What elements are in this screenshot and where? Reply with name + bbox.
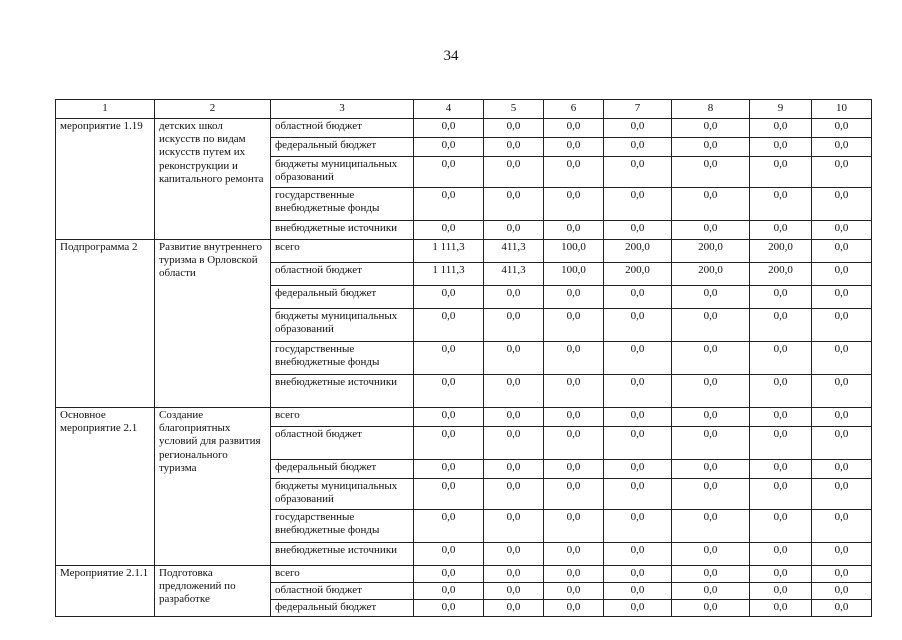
amount-cell: 0,0: [544, 188, 604, 221]
column-header: 5: [484, 100, 544, 119]
amount-cell: 0,0: [414, 427, 484, 460]
amount-cell: 0,0: [672, 510, 750, 543]
funding-source: внебюджетные источники: [271, 375, 414, 408]
amount-cell: 0,0: [812, 119, 872, 138]
amount-cell: 0,0: [484, 286, 544, 309]
amount-cell: 0,0: [604, 221, 672, 240]
amount-cell: 0,0: [604, 342, 672, 375]
amount-cell: 0,0: [484, 188, 544, 221]
column-header: 1: [56, 100, 155, 119]
amount-cell: 0,0: [812, 600, 872, 617]
column-header: 4: [414, 100, 484, 119]
amount-cell: 0,0: [750, 408, 812, 427]
amount-cell: 0,0: [750, 286, 812, 309]
amount-cell: 0,0: [672, 342, 750, 375]
amount-cell: 0,0: [750, 583, 812, 600]
amount-cell: 0,0: [414, 188, 484, 221]
amount-cell: 0,0: [812, 543, 872, 566]
amount-cell: 0,0: [414, 460, 484, 479]
amount-cell: 0,0: [812, 138, 872, 157]
amount-cell: 0,0: [414, 408, 484, 427]
amount-cell: 0,0: [544, 309, 604, 342]
amount-cell: 0,0: [672, 566, 750, 583]
amount-cell: 0,0: [750, 566, 812, 583]
amount-cell: 0,0: [544, 460, 604, 479]
funding-source: областной бюджет: [271, 263, 414, 286]
program-code: мероприятие 1.19: [56, 119, 155, 240]
amount-cell: 0,0: [672, 427, 750, 460]
amount-cell: 0,0: [812, 221, 872, 240]
amount-cell: 0,0: [544, 375, 604, 408]
column-header: 2: [155, 100, 271, 119]
table-row: [56, 566, 872, 583]
amount-cell: 0,0: [750, 375, 812, 408]
amount-cell: 100,0: [544, 240, 604, 263]
funding-source: всего: [271, 408, 414, 427]
amount-cell: 0,0: [672, 221, 750, 240]
column-header: 10: [812, 100, 872, 119]
amount-cell: 0,0: [604, 119, 672, 138]
amount-cell: 0,0: [414, 566, 484, 583]
funding-source: областной бюджет: [271, 427, 414, 460]
funding-source: бюджеты муниципальных образований: [271, 309, 414, 342]
amount-cell: 0,0: [672, 479, 750, 510]
amount-cell: 0,0: [414, 583, 484, 600]
funding-source: федеральный бюджет: [271, 600, 414, 617]
amount-cell: 0,0: [544, 427, 604, 460]
amount-cell: 0,0: [604, 375, 672, 408]
amount-cell: 0,0: [750, 479, 812, 510]
amount-cell: 0,0: [812, 375, 872, 408]
amount-cell: 0,0: [812, 427, 872, 460]
amount-cell: 0,0: [414, 543, 484, 566]
amount-cell: 0,0: [484, 479, 544, 510]
amount-cell: 0,0: [604, 138, 672, 157]
amount-cell: 0,0: [414, 286, 484, 309]
program-description: детских школ искусств по видам искусств путем их реконструкции и капитального ремонта: [155, 119, 271, 240]
funding-source: бюджеты муниципальных образований: [271, 479, 414, 510]
column-header: 9: [750, 100, 812, 119]
amount-cell: 0,0: [544, 583, 604, 600]
amount-cell: 0,0: [414, 157, 484, 188]
amount-cell: 0,0: [544, 119, 604, 138]
amount-cell: 0,0: [812, 309, 872, 342]
amount-cell: 0,0: [604, 460, 672, 479]
amount-cell: 0,0: [672, 583, 750, 600]
amount-cell: 0,0: [484, 408, 544, 427]
amount-cell: 0,0: [812, 286, 872, 309]
header-row: [56, 100, 872, 119]
amount-cell: 0,0: [484, 427, 544, 460]
amount-cell: 0,0: [672, 309, 750, 342]
amount-cell: 200,0: [604, 240, 672, 263]
amount-cell: 0,0: [414, 138, 484, 157]
amount-cell: 0,0: [604, 600, 672, 617]
amount-cell: 0,0: [672, 375, 750, 408]
program-description: Подготовка предложений по разработке: [155, 566, 271, 617]
amount-cell: 0,0: [484, 138, 544, 157]
funding-source: всего: [271, 566, 414, 583]
amount-cell: 0,0: [812, 188, 872, 221]
amount-cell: 0,0: [484, 119, 544, 138]
amount-cell: 0,0: [484, 600, 544, 617]
amount-cell: 0,0: [750, 460, 812, 479]
amount-cell: 0,0: [812, 157, 872, 188]
amount-cell: 0,0: [414, 375, 484, 408]
amount-cell: 100,0: [544, 263, 604, 286]
amount-cell: 0,0: [812, 566, 872, 583]
amount-cell: 0,0: [672, 138, 750, 157]
amount-cell: 0,0: [812, 408, 872, 427]
amount-cell: 0,0: [750, 157, 812, 188]
amount-cell: 200,0: [672, 263, 750, 286]
amount-cell: 0,0: [484, 342, 544, 375]
funding-source: внебюджетные источники: [271, 543, 414, 566]
amount-cell: 0,0: [750, 342, 812, 375]
amount-cell: 0,0: [812, 510, 872, 543]
amount-cell: 0,0: [544, 510, 604, 543]
program-description: Создание благоприятных условий для развития регионального туризма: [155, 408, 271, 566]
column-header: 8: [672, 100, 750, 119]
amount-cell: 0,0: [604, 157, 672, 188]
amount-cell: 0,0: [544, 600, 604, 617]
amount-cell: 0,0: [484, 566, 544, 583]
amount-cell: 0,0: [750, 138, 812, 157]
amount-cell: 0,0: [604, 309, 672, 342]
amount-cell: 0,0: [544, 138, 604, 157]
amount-cell: 0,0: [484, 221, 544, 240]
amount-cell: 0,0: [544, 566, 604, 583]
funding-source: всего: [271, 240, 414, 263]
amount-cell: 0,0: [604, 286, 672, 309]
amount-cell: 0,0: [750, 309, 812, 342]
amount-cell: 0,0: [484, 309, 544, 342]
amount-cell: 1 111,3: [414, 240, 484, 263]
amount-cell: 0,0: [544, 342, 604, 375]
funding-source: федеральный бюджет: [271, 460, 414, 479]
amount-cell: 0,0: [750, 427, 812, 460]
funding-source: областной бюджет: [271, 583, 414, 600]
amount-cell: 0,0: [672, 188, 750, 221]
amount-cell: 0,0: [750, 119, 812, 138]
amount-cell: 0,0: [672, 543, 750, 566]
amount-cell: 0,0: [544, 157, 604, 188]
amount-cell: 0,0: [750, 600, 812, 617]
page-number: 34: [443, 48, 459, 64]
amount-cell: 0,0: [544, 479, 604, 510]
amount-cell: 0,0: [672, 119, 750, 138]
amount-cell: 0,0: [484, 583, 544, 600]
funding-source: федеральный бюджет: [271, 138, 414, 157]
amount-cell: 0,0: [414, 479, 484, 510]
amount-cell: 0,0: [812, 583, 872, 600]
amount-cell: 0,0: [414, 510, 484, 543]
program-code: Мероприятие 2.1.1: [56, 566, 155, 617]
amount-cell: 0,0: [484, 375, 544, 408]
program-description: Развитие внутреннего туризма в Орловской области: [155, 240, 271, 408]
amount-cell: 0,0: [750, 188, 812, 221]
amount-cell: 0,0: [484, 543, 544, 566]
amount-cell: 0,0: [544, 543, 604, 566]
amount-cell: 0,0: [414, 309, 484, 342]
funding-source: государственные внебюджетные фонды: [271, 342, 414, 375]
amount-cell: 0,0: [604, 510, 672, 543]
amount-cell: 0,0: [544, 221, 604, 240]
amount-cell: 0,0: [672, 157, 750, 188]
amount-cell: 0,0: [414, 600, 484, 617]
table-row: [56, 408, 872, 427]
amount-cell: 411,3: [484, 263, 544, 286]
amount-cell: 0,0: [812, 342, 872, 375]
amount-cell: 0,0: [750, 221, 812, 240]
funding-source: областной бюджет: [271, 119, 414, 138]
amount-cell: 0,0: [414, 119, 484, 138]
amount-cell: 0,0: [812, 479, 872, 510]
amount-cell: 0,0: [484, 510, 544, 543]
amount-cell: 0,0: [414, 221, 484, 240]
amount-cell: 0,0: [672, 600, 750, 617]
table-row: [56, 240, 872, 263]
amount-cell: 0,0: [672, 408, 750, 427]
amount-cell: 0,0: [604, 427, 672, 460]
amount-cell: 1 111,3: [414, 263, 484, 286]
funding-source: государственные внебюджетные фонды: [271, 188, 414, 221]
program-code: Основное мероприятие 2.1: [56, 408, 155, 566]
amount-cell: 0,0: [604, 543, 672, 566]
column-header: 6: [544, 100, 604, 119]
table-row: [56, 119, 872, 138]
amount-cell: 0,0: [812, 240, 872, 263]
amount-cell: 0,0: [604, 566, 672, 583]
amount-cell: 0,0: [604, 583, 672, 600]
amount-cell: 0,0: [414, 342, 484, 375]
amount-cell: 0,0: [604, 188, 672, 221]
column-header: 3: [271, 100, 414, 119]
amount-cell: 200,0: [672, 240, 750, 263]
amount-cell: 0,0: [812, 263, 872, 286]
amount-cell: 0,0: [484, 460, 544, 479]
amount-cell: 0,0: [544, 408, 604, 427]
amount-cell: 0,0: [812, 460, 872, 479]
program-code: Подпрограмма 2: [56, 240, 155, 408]
amount-cell: 0,0: [484, 157, 544, 188]
amount-cell: 200,0: [604, 263, 672, 286]
amount-cell: 200,0: [750, 263, 812, 286]
amount-cell: 411,3: [484, 240, 544, 263]
funding-source: федеральный бюджет: [271, 286, 414, 309]
amount-cell: 0,0: [544, 286, 604, 309]
amount-cell: 0,0: [750, 510, 812, 543]
funding-source: государственные внебюджетные фонды: [271, 510, 414, 543]
column-header: 7: [604, 100, 672, 119]
amount-cell: 200,0: [750, 240, 812, 263]
amount-cell: 0,0: [750, 543, 812, 566]
amount-cell: 0,0: [672, 460, 750, 479]
funding-source: внебюджетные источники: [271, 221, 414, 240]
amount-cell: 0,0: [604, 479, 672, 510]
budget-table: [55, 99, 872, 617]
amount-cell: 0,0: [672, 286, 750, 309]
funding-source: бюджеты муниципальных образований: [271, 157, 414, 188]
amount-cell: 0,0: [604, 408, 672, 427]
